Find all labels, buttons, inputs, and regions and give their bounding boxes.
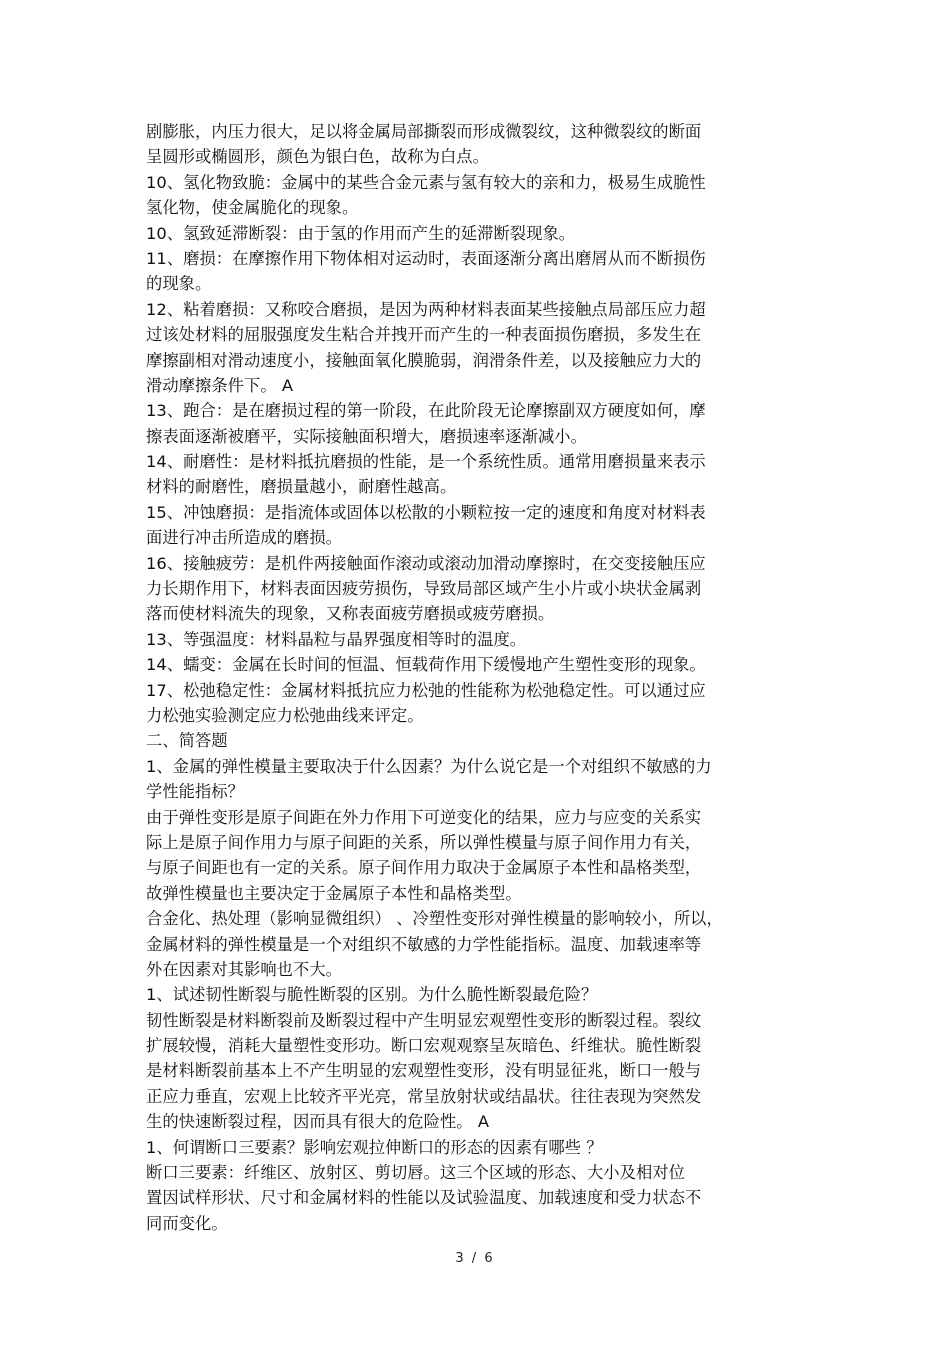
text-line: 滑动摩擦条件下。 A	[146, 375, 294, 395]
text-line: 同而变化。	[146, 1213, 228, 1233]
text-line: 氢化物，使金属脆化的现象。	[146, 198, 359, 218]
text-line: 断口三要素：纤维区、放射区、剪切唇。这三个区域的形态、大小及相对位	[146, 1163, 685, 1183]
text-line: 17、松弛稳定性：金属材料抵抗应力松弛的性能称为松弛稳定性。可以通过应	[146, 680, 706, 700]
text-line: 置因试样形状、尺寸和金属材料的性能以及试验温度、加载速度和受力状态不	[146, 1188, 702, 1208]
text-line: 呈圆形或椭圆形，颜色为银白色，故称为白点。	[146, 147, 489, 167]
section-heading: 二、简答题	[146, 731, 228, 751]
text-line: 力长期作用下，材料表面因疲劳损伤，导致局部区域产生小片或小块状金属剥	[146, 579, 702, 599]
text-line: 13、跑合：是在磨损过程的第一阶段，在此阶段无论摩擦副双方硬度如何，摩	[146, 401, 706, 421]
text-line: 1、何谓断口三要素？影响宏观拉伸断口的形态的因素有哪些 ？	[146, 1137, 603, 1157]
document-body	[146, 119, 776, 1236]
text-line: 扩展较慢，消耗大量塑性变形功。断口宏观观察呈灰暗色、纤维状。脆性断裂	[146, 1036, 702, 1056]
text-line: 11、磨损：在摩擦作用下物体相对运动时，表面逐渐分离出磨屑从而不断损伤	[146, 248, 706, 268]
text-line: 12、粘着磨损：又称咬合磨损，是因为两种材料表面某些接触点局部压应力超	[146, 299, 706, 319]
text-line: 材料的耐磨性，磨损量越小，耐磨性越高。	[146, 477, 457, 497]
text-line: 落而使材料流失的现象，又称表面疲劳磨损或疲劳磨损。	[146, 604, 555, 624]
text-line: 正应力垂直，宏观上比较齐平光亮，常呈放射状或结晶状。往往表现为突然发	[146, 1086, 702, 1106]
text-line: 16、接触疲劳：是机件两接触面作滚动或滚动加滑动摩擦时，在交变接触压应	[146, 553, 706, 573]
text-line: 15、冲蚀磨损：是指流体或固体以松散的小颗粒按一定的速度和角度对材料表	[146, 502, 706, 522]
text-line: 是材料断裂前基本上不产生明显的宏观塑性变形，没有明显征兆，断口一般与	[146, 1061, 702, 1081]
text-line: 剧膨胀，内压力很大，足以将金属局部撕裂而形成微裂纹，这种微裂纹的断面	[146, 122, 702, 141]
text-line: 1、金属的弹性模量主要取决于什么因素？为什么说它是一个对组织不敏感的力	[146, 756, 712, 776]
text-line: 力松弛实验测定应力松弛曲线来评定。	[146, 705, 424, 725]
text-line: 擦表面逐渐被磨平，实际接触面积增大，磨损速率逐渐减小。	[146, 426, 587, 446]
text-line: 1、试述韧性断裂与脆性断裂的区别。为什么脆性断裂最危险？	[146, 985, 598, 1005]
text-line: 过该处材料的屈服强度发生粘合并拽开而产生的一种表面损伤磨损，多发生在	[146, 325, 702, 345]
text-line: 摩擦副相对滑动速度小，接触面氧化膜脆弱，润滑条件差，以及接触应力大的	[146, 350, 702, 370]
text-line: 故弹性模量也主要决定于金属原子本性和晶格类型。	[146, 883, 522, 903]
text-line: 合金化、热处理（影响显微组织） 、冷塑性变形对弹性模量的影响较小，所以，	[146, 909, 723, 929]
text-line: 14、耐磨性：是材料抵抗磨损的性能，是一个系统性质。通常用磨损量来表示	[146, 452, 706, 472]
page-number: 3 / 6	[455, 1251, 495, 1266]
text-line: 的现象。	[146, 274, 212, 294]
text-line: 10、氢致延滞断裂：由于氢的作用而产生的延滞断裂现象。	[146, 223, 576, 243]
text-line: 际上是原子间作用力与原子间距的关系，所以弹性模量与原子间作用力有关，	[146, 832, 702, 852]
text-line: 韧性断裂是材料断裂前及断裂过程中产生明显宏观塑性变形的断裂过程。裂纹	[146, 1010, 702, 1030]
text-line: 学性能指标？	[146, 782, 244, 802]
text-line: 10、氢化物致脆：金属中的某些合金元素与氢有较大的亲和力，极易生成脆性	[146, 172, 706, 192]
text-line: 金属材料的弹性模量是一个对组织不敏感的力学性能指标。温度、加载速率等	[146, 934, 702, 954]
text-line: 面进行冲击所造成的磨损。	[146, 528, 342, 548]
text-line: 生的快速断裂过程，因而具有很大的危险性。 A	[146, 1112, 490, 1132]
text-line: 与原子间距也有一定的关系。原子间作用力取决于金属原子本性和晶格类型，	[146, 858, 702, 878]
text-line: 14、蠕变：金属在长时间的恒温、恒载荷作用下缓慢地产生塑性变形的现象。	[146, 655, 706, 675]
text-line: 外在因素对其影响也不大。	[146, 959, 342, 979]
text-line: 由于弹性变形是原子间距在外力作用下可逆变化的结果，应力与应变的关系实	[146, 807, 702, 827]
text-line: 13、等强温度：材料晶粒与晶界强度相等时的温度。	[146, 629, 527, 649]
